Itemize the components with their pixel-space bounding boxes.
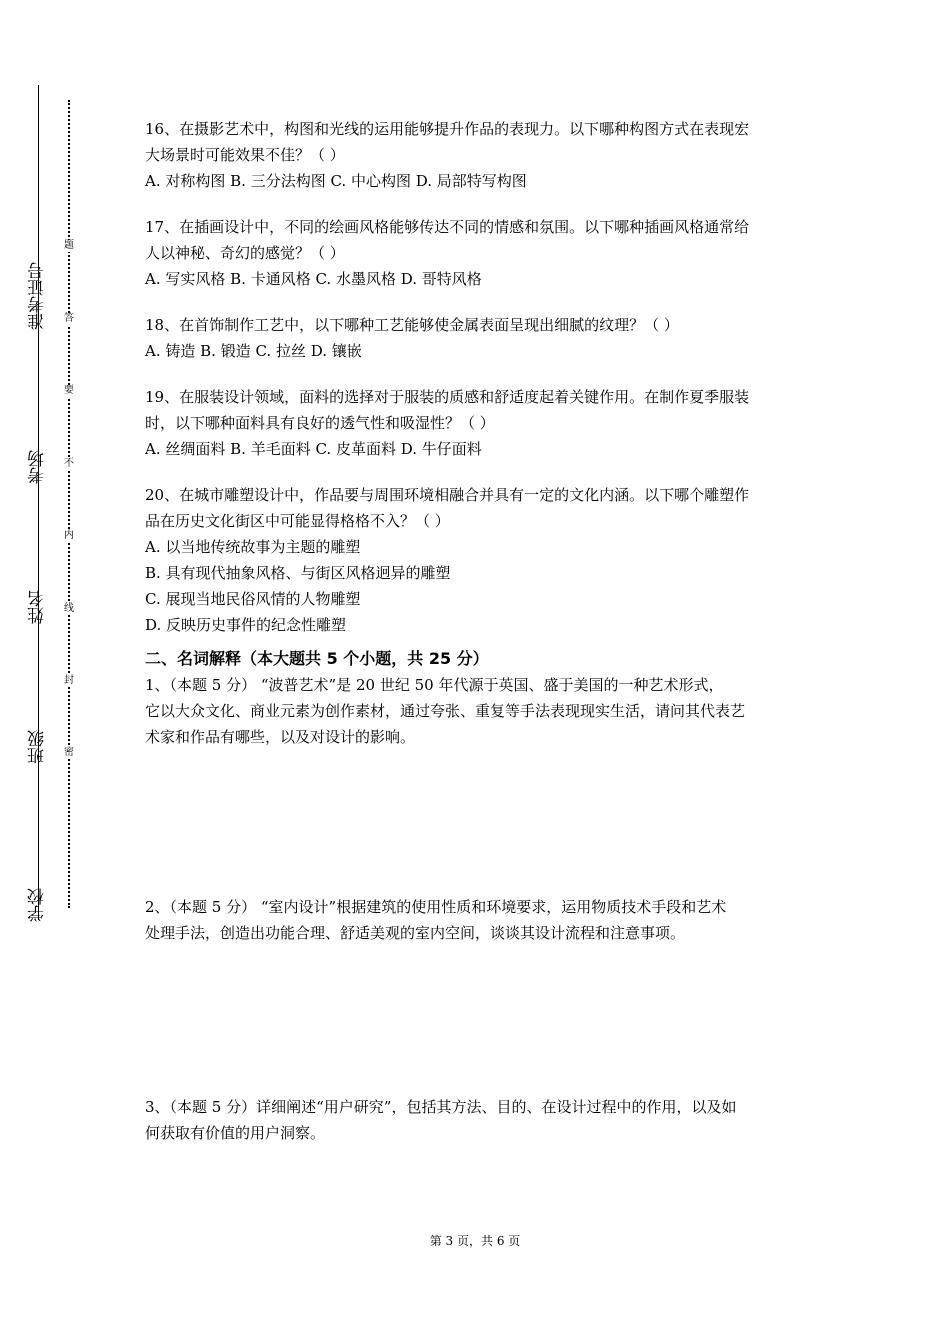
term-question-line: 2、（本题 5 分） “室内设计”根据建筑的使用性质和环境要求，运用物质技术手段和艺术 xyxy=(145,898,727,916)
name-label: 姓名 xyxy=(28,590,48,624)
question-19 xyxy=(145,384,810,462)
seal-word-xian: 线 xyxy=(60,603,78,615)
exam-room-label: 考场 xyxy=(28,450,48,484)
seal-word-ti: 题 xyxy=(60,240,78,252)
seal-word-yao: 要 xyxy=(60,385,78,397)
question-stem-line: 时，以下哪种面料具有良好的透气性和吸湿性？（ ） xyxy=(145,414,495,432)
exam-content xyxy=(145,116,810,1146)
term-question-line: 它以大众文化、商业元素为创作素材，通过夸张、重复等手法表现现实生活，请问其代表艺 xyxy=(145,702,746,720)
term-question-line: 术家和作品有哪些，以及对设计的影响。 xyxy=(145,728,416,746)
section-2-title: 二、名词解释（本大题共 5 个小题，共 25 分） xyxy=(145,649,489,668)
binding-solid-line xyxy=(38,85,39,920)
question-option-d: D. 反映历史事件的纪念性雕塑 xyxy=(145,616,347,634)
question-option-c: C. 展现当地民俗风情的人物雕塑 xyxy=(145,590,361,608)
question-20 xyxy=(145,482,810,638)
seal-word-nei: 内 xyxy=(60,530,78,542)
school-label: 学校 xyxy=(28,888,48,922)
binding-dotted-line xyxy=(68,100,70,908)
question-option-a: A. 以当地传统故事为主题的雕塑 xyxy=(145,538,361,556)
term-question-line: 何获取有价值的用户洞察。 xyxy=(145,1124,326,1142)
seal-word-mi: 密 xyxy=(60,747,78,759)
seal-word-feng: 封 xyxy=(60,675,78,687)
question-stem-line: 17、在插画设计中，不同的绘画风格能够传达不同的情感和氛围。以下哪种插画风格通常给 xyxy=(145,218,750,236)
question-options: A. 铸造 B. 锻造 C. 拉丝 D. 镶嵌 xyxy=(145,342,362,360)
question-stem-line: 18、在首饰制作工艺中，以下哪种工艺能够使金属表面呈现出细腻的纹理？（ ） xyxy=(145,316,679,334)
question-18 xyxy=(145,312,810,364)
exam-id-label: 准考证号 xyxy=(28,262,48,330)
question-stem-line: 大场景时可能效果不佳？（ ） xyxy=(145,146,345,164)
question-option-b: B. 具有现代抽象风格、与街区风格迥异的雕塑 xyxy=(145,564,451,582)
term-question-2 xyxy=(145,894,810,1094)
term-question-line: 3、（本题 5 分）详细阐述“用户研究”，包括其方法、目的、在设计过程中的作用，以及如 xyxy=(145,1098,737,1116)
seal-word-bu: 不 xyxy=(60,458,78,470)
term-question-line: 处理手法，创造出功能合理、舒适美观的室内空间，谈谈其设计流程和注意事项。 xyxy=(145,924,686,942)
term-question-3 xyxy=(145,1094,810,1146)
term-question-line: 1、（本题 5 分） “波普艺术”是 20 世纪 50 年代源于英国、盛于美国的一种艺术形式， xyxy=(145,676,724,694)
seal-word-da: 答 xyxy=(60,313,78,325)
question-stem-line: 16、在摄影艺术中，构图和光线的运用能够提升作品的表现力。以下哪种构图方式在表现宏 xyxy=(145,120,750,138)
question-16 xyxy=(145,116,810,194)
question-options: A. 写实风格 B. 卡通风格 C. 水墨风格 D. 哥特风格 xyxy=(145,270,482,288)
question-stem-line: 人以神秘、奇幻的感觉？（ ） xyxy=(145,244,345,262)
question-17 xyxy=(145,214,810,292)
page-number: 第 3 页，共 6 页 xyxy=(429,1234,521,1248)
question-options: A. 对称构图 B. 三分法构图 C. 中心构图 D. 局部特写构图 xyxy=(145,172,527,190)
question-stem-line: 品在历史文化街区中可能显得格格不入？（ ） xyxy=(145,512,450,530)
question-options: A. 丝绸面料 B. 羊毛面料 C. 皮革面料 D. 牛仔面料 xyxy=(145,440,482,458)
question-stem-line: 20、在城市雕塑设计中，作品要与周围环境相融合并具有一定的文化内涵。以下哪个雕塑作 xyxy=(145,486,750,504)
term-question-1 xyxy=(145,672,810,894)
question-stem-line: 19、在服装设计领域，面料的选择对于服装的质感和舒适度起着关键作用。在制作夏季服装 xyxy=(145,388,750,406)
class-label: 班级 xyxy=(28,730,48,764)
